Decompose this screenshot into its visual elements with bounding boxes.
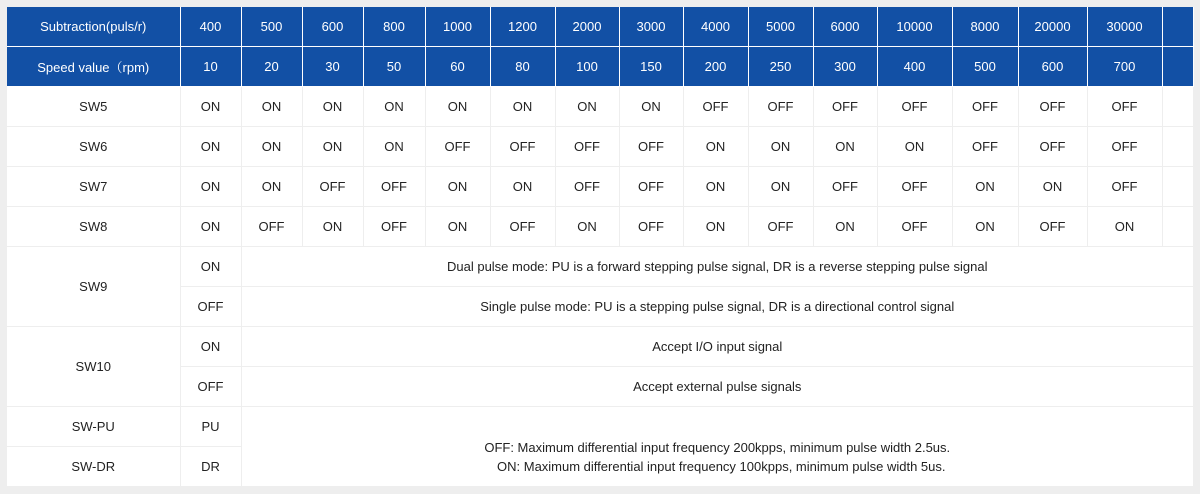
switch-state-cell: ON bbox=[1018, 167, 1087, 207]
sw9-on-row bbox=[7, 247, 1193, 287]
switch-state-cell: OFF bbox=[363, 207, 425, 247]
switch-name-cell: SW6 bbox=[7, 127, 180, 167]
switch-state-cell: ON bbox=[425, 207, 490, 247]
switch-state-cell: OFF bbox=[877, 87, 952, 127]
switch-row-sw7 bbox=[7, 167, 1193, 207]
sw10-on-label: ON bbox=[180, 327, 241, 367]
switch-state-cell: OFF bbox=[490, 207, 555, 247]
switch-state-cell: ON bbox=[952, 167, 1018, 207]
switch-state-cell: OFF bbox=[877, 207, 952, 247]
dip-switch-table-container bbox=[7, 7, 1193, 487]
sw10-on-row bbox=[7, 327, 1193, 367]
speed-value-cell: 30 bbox=[302, 47, 363, 87]
sw9-off-description: Single pulse mode: PU is a stepping pulse signal, DR is a directional control signal bbox=[241, 287, 1193, 327]
speed-value-cell: 20 bbox=[241, 47, 302, 87]
switch-state-cell: ON bbox=[813, 207, 877, 247]
switch-state-cell: ON bbox=[555, 207, 619, 247]
switch-state-cell: ON bbox=[813, 127, 877, 167]
speed-value-cell: 200 bbox=[683, 47, 748, 87]
switch-state-cell: ON bbox=[180, 167, 241, 207]
switch-name-cell: SW5 bbox=[7, 87, 180, 127]
switch-state-cell: ON bbox=[683, 167, 748, 207]
switch-state-cell: ON bbox=[180, 207, 241, 247]
switch-state-cell: ON bbox=[302, 207, 363, 247]
switch-state-cell: OFF bbox=[363, 167, 425, 207]
switch-row-sw8 bbox=[7, 207, 1193, 247]
row-spacer-cell bbox=[1162, 87, 1193, 127]
header-row-speed bbox=[7, 47, 1193, 87]
sw-pu-name-cell: SW-PU bbox=[7, 407, 180, 447]
switch-state-cell: ON bbox=[683, 127, 748, 167]
switch-state-cell: ON bbox=[241, 87, 302, 127]
switch-state-cell: ON bbox=[952, 207, 1018, 247]
sw9-off-row bbox=[7, 287, 1193, 327]
speed-value-cell: 100 bbox=[555, 47, 619, 87]
switch-state-cell: ON bbox=[425, 87, 490, 127]
switch-state-cell: OFF bbox=[1018, 87, 1087, 127]
sw-dr-label: DR bbox=[180, 447, 241, 487]
switch-state-cell: ON bbox=[877, 127, 952, 167]
switch-state-cell: ON bbox=[748, 167, 813, 207]
switch-state-cell: ON bbox=[302, 87, 363, 127]
sw9-on-label: ON bbox=[180, 247, 241, 287]
subtraction-value-cell: 20000 bbox=[1018, 7, 1087, 47]
switch-state-cell: OFF bbox=[683, 87, 748, 127]
subtraction-value-cell: 4000 bbox=[683, 7, 748, 47]
speed-value-cell: 80 bbox=[490, 47, 555, 87]
row-spacer-cell bbox=[1162, 207, 1193, 247]
pu-dr-description-line1: OFF: Maximum differential input frequency 200kpps, minimum pulse width 2.5us. bbox=[484, 439, 951, 455]
sw9-name-cell: SW9 bbox=[7, 247, 180, 327]
header-spacer-cell bbox=[1162, 7, 1193, 47]
switch-row-sw6 bbox=[7, 127, 1193, 167]
subtraction-value-cell: 1200 bbox=[490, 7, 555, 47]
switch-state-cell: OFF bbox=[1018, 207, 1087, 247]
sw9-off-label: OFF bbox=[180, 287, 241, 327]
switch-state-cell: OFF bbox=[241, 207, 302, 247]
subtraction-value-cell: 30000 bbox=[1087, 7, 1162, 47]
switch-state-cell: OFF bbox=[302, 167, 363, 207]
switch-state-cell: OFF bbox=[619, 167, 683, 207]
row-spacer-cell bbox=[1162, 167, 1193, 207]
switch-state-cell: ON bbox=[241, 127, 302, 167]
switch-state-cell: ON bbox=[302, 127, 363, 167]
pu-dr-description bbox=[241, 407, 1193, 487]
switch-state-cell: ON bbox=[748, 127, 813, 167]
pu-dr-description-line2: ON: Maximum differential input frequency 100kpps, minimum pulse width 5us. bbox=[497, 458, 946, 474]
switch-state-cell: OFF bbox=[555, 167, 619, 207]
switch-state-cell: OFF bbox=[952, 87, 1018, 127]
speed-value-cell: 50 bbox=[363, 47, 425, 87]
sw-dr-name-cell: SW-DR bbox=[7, 447, 180, 487]
header-spacer-cell bbox=[1162, 47, 1193, 87]
switch-state-cell: OFF bbox=[1087, 87, 1162, 127]
subtraction-value-cell: 800 bbox=[363, 7, 425, 47]
header-label-subtraction: Subtraction(puls/r) bbox=[7, 7, 180, 47]
subtraction-value-cell: 6000 bbox=[813, 7, 877, 47]
switch-name-cell: SW7 bbox=[7, 167, 180, 207]
sw10-off-row bbox=[7, 367, 1193, 407]
header-row-subtraction bbox=[7, 7, 1193, 47]
switch-state-cell: OFF bbox=[490, 127, 555, 167]
switch-state-cell: ON bbox=[619, 87, 683, 127]
switch-state-cell: OFF bbox=[555, 127, 619, 167]
switch-state-cell: OFF bbox=[1087, 127, 1162, 167]
subtraction-value-cell: 600 bbox=[302, 7, 363, 47]
subtraction-value-cell: 3000 bbox=[619, 7, 683, 47]
subtraction-value-cell: 500 bbox=[241, 7, 302, 47]
subtraction-value-cell: 400 bbox=[180, 7, 241, 47]
switch-state-cell: ON bbox=[363, 127, 425, 167]
speed-value-cell: 10 bbox=[180, 47, 241, 87]
switch-state-cell: OFF bbox=[1087, 167, 1162, 207]
header-label-speed: Speed value（rpm) bbox=[7, 47, 180, 87]
switch-state-cell: ON bbox=[490, 167, 555, 207]
speed-value-cell: 300 bbox=[813, 47, 877, 87]
switch-state-cell: OFF bbox=[748, 207, 813, 247]
speed-value-cell: 400 bbox=[877, 47, 952, 87]
row-spacer-cell bbox=[1162, 127, 1193, 167]
subtraction-value-cell: 8000 bbox=[952, 7, 1018, 47]
sw10-name-cell: SW10 bbox=[7, 327, 180, 407]
sw9-on-description: Dual pulse mode: PU is a forward stepping pulse signal, DR is a reverse stepping pulse signal bbox=[241, 247, 1193, 287]
switch-state-cell: ON bbox=[180, 87, 241, 127]
switch-state-cell: OFF bbox=[877, 167, 952, 207]
switch-state-cell: ON bbox=[363, 87, 425, 127]
switch-state-cell: ON bbox=[555, 87, 619, 127]
subtraction-value-cell: 1000 bbox=[425, 7, 490, 47]
switch-state-cell: OFF bbox=[425, 127, 490, 167]
sw-pu-row bbox=[7, 407, 1193, 447]
speed-value-cell: 600 bbox=[1018, 47, 1087, 87]
speed-value-cell: 150 bbox=[619, 47, 683, 87]
sw10-on-description: Accept I/O input signal bbox=[241, 327, 1193, 367]
speed-value-cell: 60 bbox=[425, 47, 490, 87]
switch-row-sw5 bbox=[7, 87, 1193, 127]
switch-state-cell: OFF bbox=[952, 127, 1018, 167]
switch-state-cell: OFF bbox=[813, 167, 877, 207]
switch-state-cell: OFF bbox=[1018, 127, 1087, 167]
sw10-off-description: Accept external pulse signals bbox=[241, 367, 1193, 407]
switch-state-cell: OFF bbox=[619, 207, 683, 247]
switch-state-cell: ON bbox=[241, 167, 302, 207]
switch-state-cell: OFF bbox=[619, 127, 683, 167]
subtraction-value-cell: 10000 bbox=[877, 7, 952, 47]
switch-state-cell: ON bbox=[1087, 207, 1162, 247]
switch-state-cell: OFF bbox=[748, 87, 813, 127]
speed-value-cell: 700 bbox=[1087, 47, 1162, 87]
dip-switch-table bbox=[7, 7, 1194, 487]
speed-value-cell: 500 bbox=[952, 47, 1018, 87]
switch-name-cell: SW8 bbox=[7, 207, 180, 247]
subtraction-value-cell: 5000 bbox=[748, 7, 813, 47]
switch-state-cell: ON bbox=[490, 87, 555, 127]
switch-state-cell: ON bbox=[425, 167, 490, 207]
switch-state-cell: ON bbox=[180, 127, 241, 167]
sw-pu-label: PU bbox=[180, 407, 241, 447]
sw10-off-label: OFF bbox=[180, 367, 241, 407]
subtraction-value-cell: 2000 bbox=[555, 7, 619, 47]
switch-state-cell: ON bbox=[683, 207, 748, 247]
speed-value-cell: 250 bbox=[748, 47, 813, 87]
switch-state-cell: OFF bbox=[813, 87, 877, 127]
